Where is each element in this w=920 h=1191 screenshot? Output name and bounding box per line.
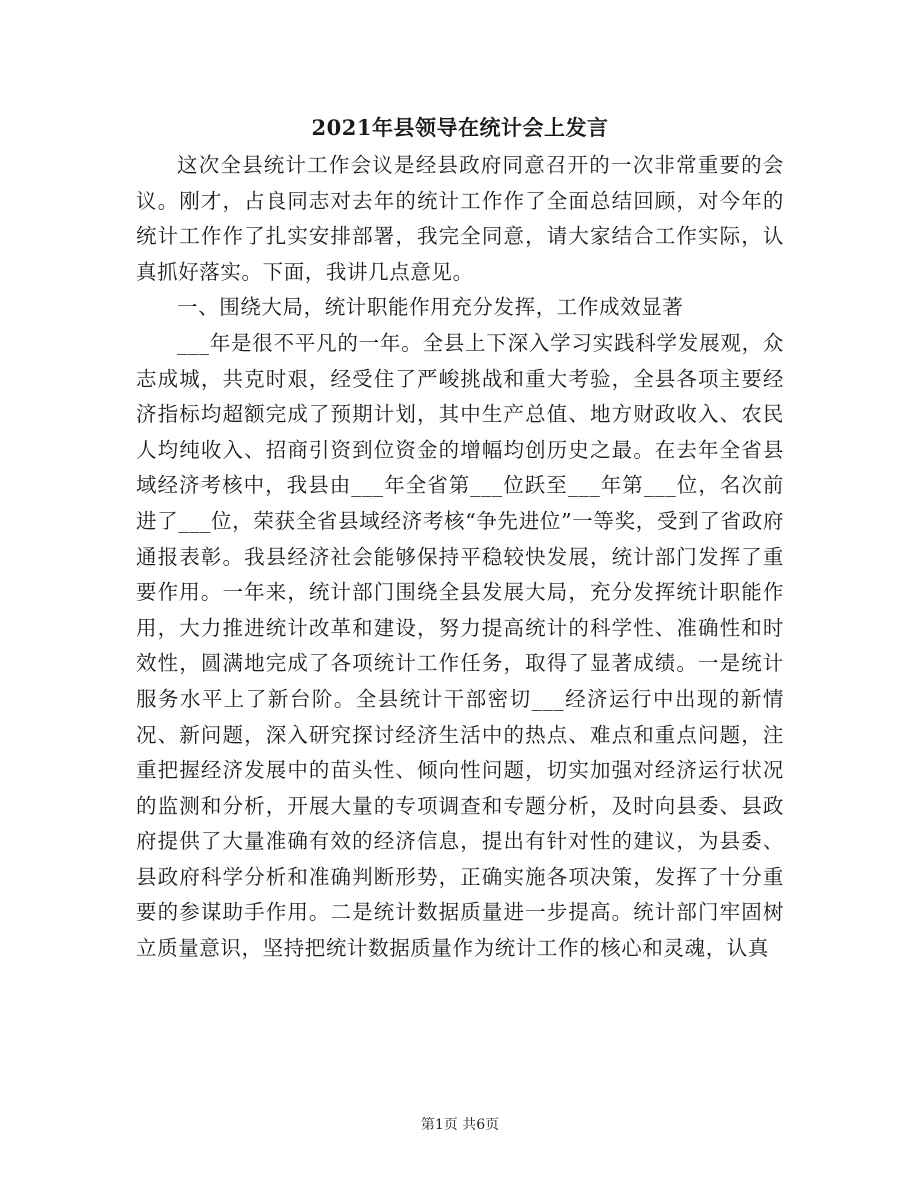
intro-paragraph: 这次全县统计工作会议是经县政府同意召开的一次非常重要的会议。刚才，占良同志对去年的统计工作作了全面总结回顾，对今年的统计工作作了扎实安排部署，我完全同意，请大家结合工作实际，认真抓好落实。下面，我讲几点意见。 (136, 153, 784, 284)
document-title: 2021年县领导在统计会上发言 (311, 115, 609, 140)
body-paragraph: ___年是很不平凡的一年。全县上下深入学习实践科学发展观，众志成城，共克时艰，经受住了严峻挑战和重大考验，全县各项主要经济指标均超额完成了预期计划，其中生产总值、地方财政收入、农民人均纯收入、招商引资到位资金的增幅均创历史之最。在去年全省县域经济考核中，我县由___年全省第___位跃至___年第___位，名次前进了___位，荣获全省县域经济考核“争先进位”一等奖，受到了省政府通报表彰。我县经济社会能够保持平稳较快发展，统计部门发挥了重要作用。一年来，统计部门围绕全县发展大局，充分发挥统计职能作用，大力推进统计改革和建设，努力提高统计的科学性、准确性和时效性，圆满地完成了各项统计工作任务，取得了显著成绩。一是统计服务水平上了新台阶。全县统计干部密切___经济运行中出现的新情况、新问题，深入研究探讨经济生活中的热点、难点和重点问题，注重把握经济发展中的苗头性、倾向性问题，切实加强对经济运行状况的监测和分析，开展大量的专项调查和专题分析，及时向县委、县政府提供了大量准确有效的经济信息，提出有针对性的建议，为县委、县政府科学分析和准确判断形势，正确实施各项决策，发挥了十分重要的参谋助手作用。二是统计数据质量进一步提高。统计部门牢固树立质量意识，坚持把统计数据质量作为统计工作的核心和灵魂，认真 (136, 330, 784, 961)
section-heading: 一、围绕大局，统计职能作用充分发挥，工作成效显著 (177, 295, 684, 320)
document-body (136, 148, 784, 967)
page-number-footer: 第1页 共6页 (420, 1117, 500, 1133)
